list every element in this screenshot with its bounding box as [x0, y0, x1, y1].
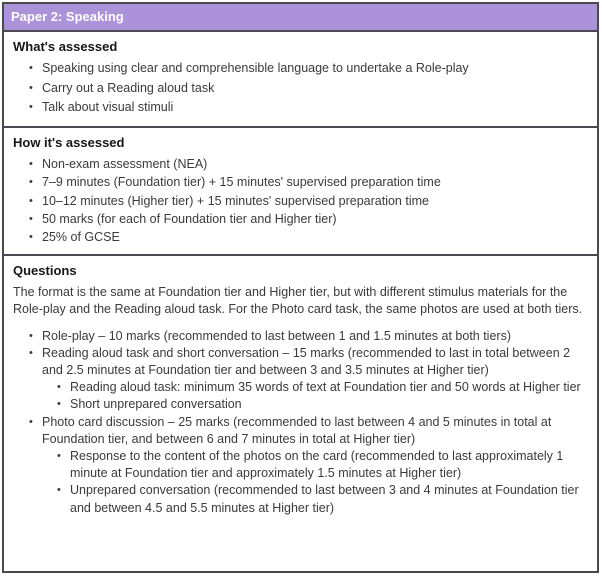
bullet-item [13, 174, 588, 191]
bullet-item [13, 414, 588, 448]
bullet-text: 7–9 minutes (Foundation tier) + 15 minutes' supervised preparation time [42, 175, 441, 190]
bullet-icon: • [29, 346, 33, 359]
bullet-text: Talk about visual stimuli [42, 100, 174, 115]
questions-bullet-list [13, 328, 588, 517]
section-how-its-assessed [4, 128, 597, 256]
whats-assessed-bullet-list [13, 60, 588, 117]
bullet-item [13, 379, 588, 396]
bullet-text: Reading aloud task and short conversation – 15 marks (recommended to last in total between 2 and 2.5 minutes at Foundation tier and between 3 and 3.5 minutes at Higher tier) [42, 345, 571, 377]
bullet-item [13, 80, 588, 97]
bullet-item [13, 328, 588, 345]
bullet-text: 25% of GCSE [42, 229, 120, 244]
bullet-item [13, 482, 588, 516]
bullet-icon: • [57, 484, 61, 497]
section-whats-assessed [4, 32, 597, 128]
bullet-icon: • [29, 176, 33, 189]
bullet-icon: • [29, 230, 33, 243]
section-questions [4, 256, 597, 524]
bullet-text: Reading aloud task: minimum 35 words of text at Foundation tier and 50 words at Higher tier [70, 380, 581, 395]
bullet-icon: • [29, 81, 33, 94]
bullet-text: Response to the content of the photos on the card (recommended to last approximately 1 minute at Foundation tier and approximately 1.5 minutes at Higher tier) [70, 448, 564, 481]
bullet-icon: • [57, 449, 61, 462]
bullet-icon: • [29, 329, 33, 342]
how-its-assessed-heading: How it's assessed [13, 135, 125, 151]
bullet-item [13, 211, 588, 228]
bullet-item [13, 99, 588, 116]
bullet-text: Speaking using clear and comprehensible language to undertake a Role-play [42, 61, 469, 75]
bullet-icon: • [57, 398, 61, 411]
bullet-text: 10–12 minutes (Higher tier) + 15 minutes' supervised preparation time [42, 193, 429, 208]
bullet-text: 50 marks (for each of Foundation tier and Higher tier) [42, 211, 337, 226]
questions-intro-paragraph: The format is the same at Foundation tier and Higher tier, but with different stimulus materials for the Role-play and the Reading aloud task. For the Photo card task, the same photos are used at both tiers. [13, 285, 583, 317]
questions-heading: Questions [13, 263, 77, 279]
bullet-icon: • [29, 415, 33, 428]
bullet-item [13, 396, 588, 413]
bullet-text: Role-play – 10 marks (recommended to last between 1 and 1.5 minutes at both tiers) [42, 328, 511, 343]
bullet-item [13, 60, 588, 77]
bullet-icon: • [29, 101, 33, 114]
bullet-icon: • [29, 62, 33, 74]
bullet-item [13, 229, 588, 246]
assessment-table [2, 2, 599, 573]
bullet-text: Short unprepared conversation [70, 397, 242, 412]
bullet-text: Photo card discussion – 25 marks (recommended to last between 4 and 5 minutes in total at Foundation tier, and between 6 and 7 minutes in total at Higher tier) [42, 414, 552, 446]
bullet-icon: • [29, 212, 33, 225]
bullet-text: Non-exam assessment (NEA) [42, 157, 208, 172]
bullet-text: Unprepared conversation (recommended to last between 3 and 4 minutes at Foundation tier and between 4.5 and 5.5 minutes at Higher tier) [70, 483, 579, 515]
paper-header: Paper 2: Speaking [4, 4, 597, 32]
bullet-icon: • [29, 158, 33, 171]
bullet-item [13, 448, 588, 482]
whats-assessed-heading: What's assessed [13, 39, 118, 54]
how-its-assessed-bullet-list [13, 156, 588, 246]
bullet-icon: • [29, 194, 33, 207]
bullet-icon: • [57, 381, 61, 394]
bullet-item [13, 193, 588, 210]
bullet-item [13, 345, 588, 379]
bullet-text: Carry out a Reading aloud task [42, 80, 215, 95]
bullet-item [13, 156, 588, 173]
